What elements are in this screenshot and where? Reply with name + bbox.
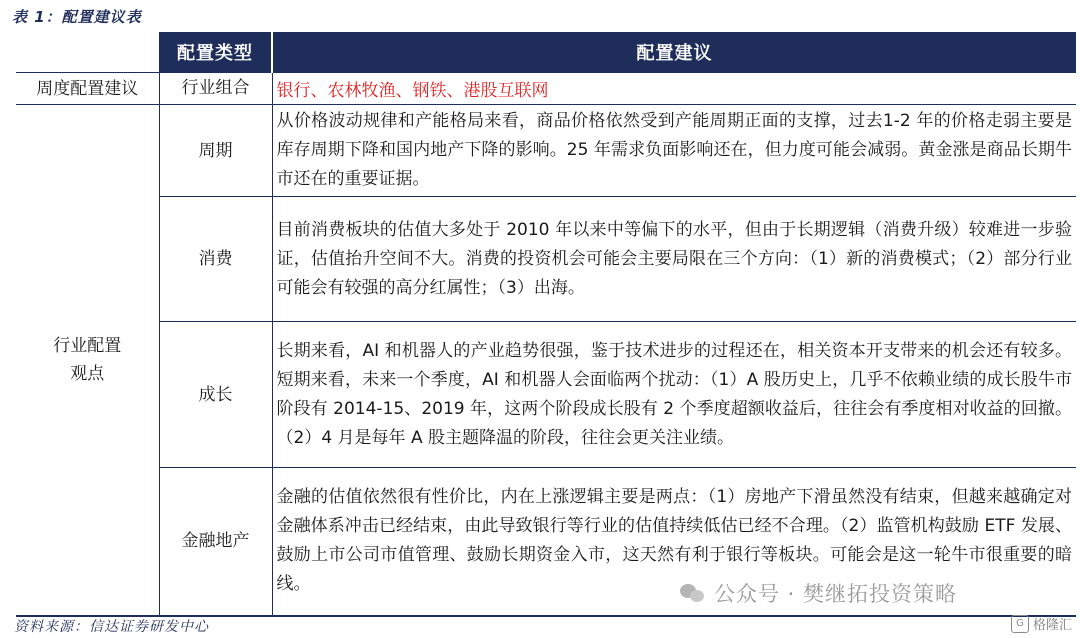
- weekly-industries: 银行、农林牧渔、钢铁、港股互联网: [272, 73, 1076, 105]
- weekly-label: 周度配置建议: [16, 73, 159, 105]
- row-text-consumption: 目前消费板块的估值大多处于 2010 年以来中等偏下的水平，但由于长期逻辑（消费升级）较难进一步验证，估值抬升空间不大。消费的投资机会可能会主要局限在三个方向：（1）新的消费模式；（2）部分行业可能会有较强的高分红属性；（3）出海。: [272, 197, 1076, 322]
- table-row: [16, 197, 1076, 322]
- row-text-cycle: 从价格波动规律和产能格局来看，商品价格依然受到产能周期正面的支撑，过去1-2 年的价格走弱主要是库存周期下降和国内地产下降的影响。25 年需求负面影响还在，但力度可能会减弱。黄金涨是商品长期牛市还在的重要证据。: [272, 105, 1076, 197]
- table-header-row: [16, 32, 1076, 73]
- table-row: [16, 322, 1076, 468]
- table-row: [16, 105, 1076, 197]
- table-row-weekly: [16, 73, 1076, 105]
- brand-name: 格隆汇: [1032, 618, 1072, 633]
- watermark-text: 公众号 · 樊继拓投资策略: [714, 582, 958, 606]
- brand-mark: [1011, 614, 1072, 633]
- header-blank: [16, 32, 159, 73]
- row-type-consumption: 消费: [159, 197, 272, 322]
- row-type-finance-realestate: 金融地产: [159, 468, 272, 616]
- industry-view-label: 行业配置 观点: [16, 105, 159, 616]
- row-text-finance-realestate: 金融的估值依然很有性价比，内在上涨逻辑主要是两点：（1）房地产下滑虽然没有结束，但越来越确定对金融体系冲击已经结束，由此导致银行等行业的估值持续低估已经不合理。（2）监管机构鼓励 ETF 发展、鼓励上市公司市值管理、鼓励长期资金入市，这天然有利于银行等板块。可能会是这一轮牛市很重要的暗线。: [272, 468, 1076, 616]
- brand-logo-icon: G: [1011, 615, 1029, 633]
- wechat-icon: [680, 582, 706, 604]
- row-type-growth: 成长: [159, 322, 272, 468]
- row-type-cycle: 周期: [159, 105, 272, 197]
- row-text-growth: 长期来看，AI 和机器人的产业趋势很强，鉴于技术进步的过程还在，相关资本开支带来的机会还有较多。短期来看，未来一个季度，AI 和机器人会面临两个扰动：（1）A 股历史上，几乎不依赖业绩的成长股牛市阶段有 2014-15、2019 年，这两个阶段成长股有 2 个季度超额收益后，往往会有季度相对收益的回撤。（2）4 月是每年 A 股主题降温的阶段，往往会更关注业绩。: [272, 322, 1076, 468]
- table-title: 表 1：配置建议表: [12, 8, 142, 26]
- weekly-type: 行业组合: [159, 73, 272, 105]
- header-config-advice: 配置建议: [272, 32, 1076, 73]
- header-config-type: 配置类型: [159, 32, 272, 73]
- source-note: 资料来源：信达证券研发中心: [14, 619, 209, 635]
- wechat-watermark: [680, 578, 957, 608]
- allocation-table: [16, 32, 1076, 617]
